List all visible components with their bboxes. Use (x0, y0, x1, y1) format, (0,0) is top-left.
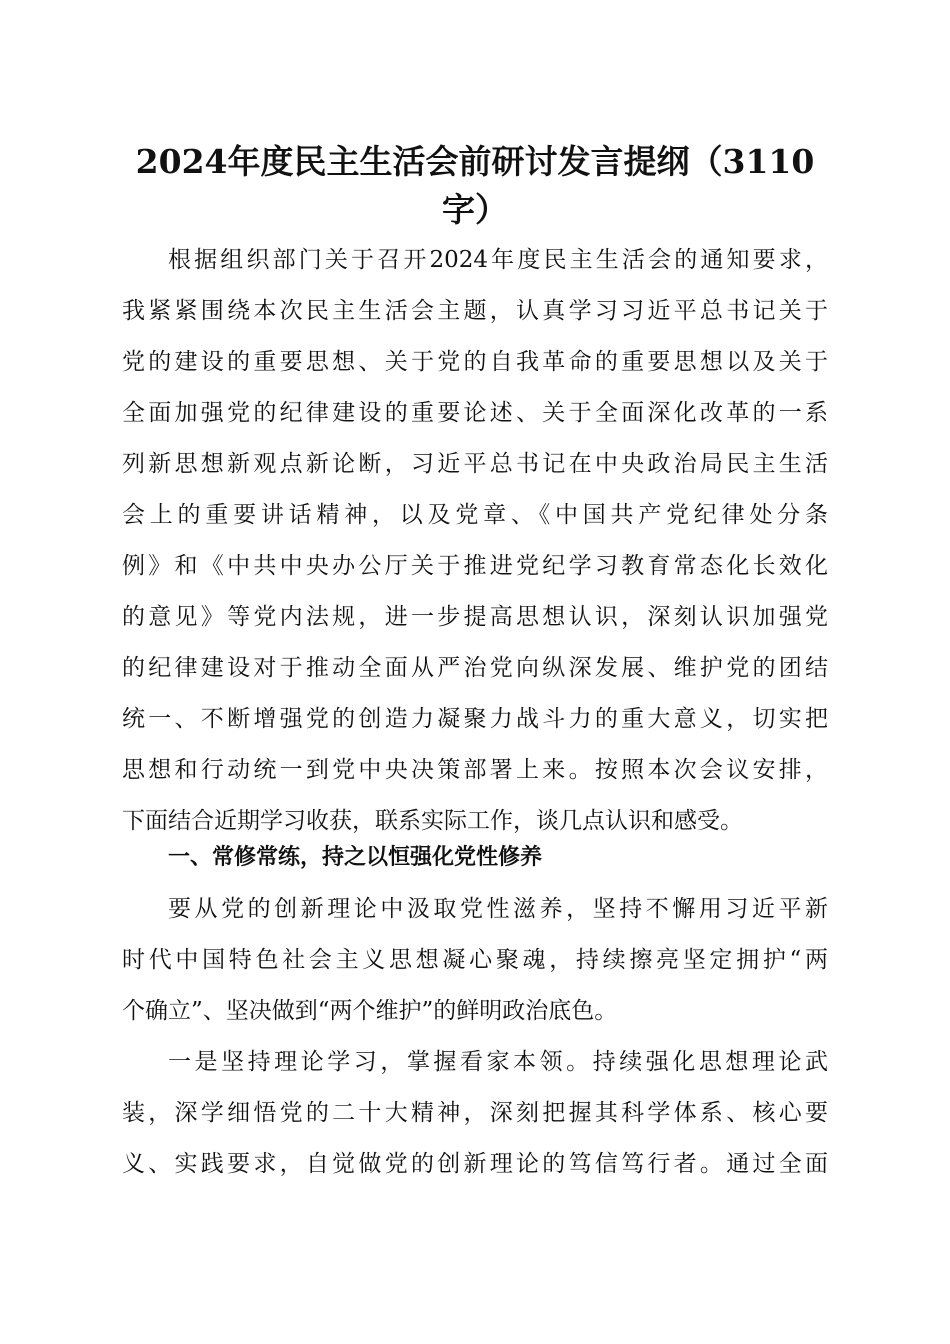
section-1-line: 个确立”、坚决做到“两个维护”的鲜明政治底色。 (122, 998, 618, 1024)
document-title-line-2: 字） (442, 190, 508, 229)
intro-line: 的纪律建设对于推动全面从严治党向纵深发展、维护党的团结 (122, 655, 828, 681)
point-1-line: 义、实践要求，自觉做党的创新理论的笃信笃行者。通过全面 (122, 1151, 828, 1177)
intro-line: 下面结合近期学习收获，联系实际工作，谈几点认识和感受。 (122, 808, 743, 834)
section-1-line: 要从党的创新理论中汲取党性滋养，坚持不懈用习近平新 (168, 896, 828, 922)
intro-line: 根据组织部门关于召开2024年度民主生活会的通知要求， (168, 247, 828, 273)
intro-line: 党的建设的重要思想、关于党的自我革命的重要思想以及关于 (122, 349, 828, 375)
intro-line: 列新思想新观点新论断，习近平总书记在中央政治局民主生活 (122, 451, 828, 477)
intro-line: 的意见》等党内法规，进一步提高思想认识，深刻认识加强党 (122, 604, 828, 630)
intro-line: 会上的重要讲话精神，以及党章、《中国共产党纪律处分条 (122, 502, 828, 528)
intro-line: 全面加强党的纪律建设的重要论述、关于全面深化改革的一系 (122, 400, 828, 426)
point-1-line: 装，深学细悟党的二十大精神，深刻把握其科学体系、核心要 (122, 1100, 828, 1126)
section-1-heading: 一、常修常练，持之以恒强化党性修养 (168, 845, 543, 870)
intro-line: 我紧紧围绕本次民主生活会主题，认真学习习近平总书记关于 (122, 298, 828, 324)
section-1-line: 时代中国特色社会主义思想凝心聚魂，持续擦亮坚定拥护“两 (122, 947, 828, 973)
intro-line: 思想和行动统一到党中央决策部署上来。按照本次会议安排， (122, 757, 828, 783)
intro-line: 统一、不断增强党的创造力凝聚力战斗力的重大意义，切实把 (122, 706, 828, 732)
point-1-line: 一是坚持理论学习，掌握看家本领。持续强化思想理论武 (168, 1049, 828, 1075)
document-title-line-1: 2024年度民主生活会前研讨发言提纲（3110 (135, 142, 815, 181)
intro-line: 例》和《中共中央办公厅关于推进党纪学习教育常态化长效化 (122, 553, 828, 579)
